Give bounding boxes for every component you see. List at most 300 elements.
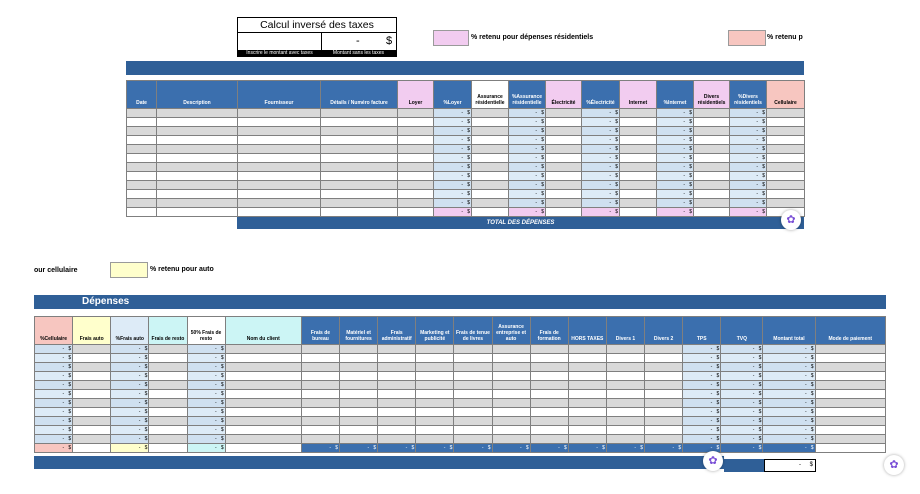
table-cell[interactable] bbox=[73, 381, 111, 390]
table-cell[interactable] bbox=[620, 181, 657, 190]
table-cell[interactable]: - $ bbox=[683, 390, 721, 399]
table-cell[interactable] bbox=[568, 363, 606, 372]
table-cell[interactable] bbox=[767, 190, 805, 199]
table-cell[interactable]: - $ bbox=[730, 208, 767, 217]
table-cell[interactable]: - $ bbox=[582, 145, 620, 154]
table-cell[interactable]: - $ bbox=[509, 181, 546, 190]
table-cell[interactable] bbox=[472, 190, 509, 199]
table-cell[interactable] bbox=[301, 381, 339, 390]
table-cell[interactable] bbox=[568, 399, 606, 408]
table-cell[interactable]: - $ bbox=[35, 399, 73, 408]
table-cell[interactable]: - $ bbox=[111, 444, 149, 453]
table-cell[interactable] bbox=[815, 381, 885, 390]
table-cell[interactable] bbox=[620, 190, 657, 199]
table-cell[interactable] bbox=[321, 109, 398, 118]
table-cell[interactable]: - $ bbox=[721, 390, 763, 399]
table-cell[interactable]: - $ bbox=[730, 118, 767, 127]
table-cell[interactable]: - $ bbox=[721, 435, 763, 444]
table-cell[interactable]: - $ bbox=[187, 444, 225, 453]
table-cell[interactable] bbox=[620, 109, 657, 118]
table-cell[interactable]: - $ bbox=[657, 154, 694, 163]
table-cell[interactable] bbox=[321, 127, 398, 136]
table-cell[interactable] bbox=[815, 426, 885, 435]
table-cell[interactable] bbox=[238, 208, 321, 217]
table-cell[interactable] bbox=[694, 118, 730, 127]
table-cell[interactable] bbox=[238, 154, 321, 163]
table-cell[interactable] bbox=[238, 181, 321, 190]
table-cell[interactable] bbox=[398, 136, 434, 145]
table-cell[interactable]: - $ bbox=[582, 181, 620, 190]
table-cell[interactable]: - $ bbox=[35, 390, 73, 399]
table-cell[interactable] bbox=[340, 345, 378, 354]
table-cell[interactable]: - $ bbox=[683, 426, 721, 435]
table-cell[interactable] bbox=[127, 199, 157, 208]
table-cell[interactable]: - $ bbox=[721, 354, 763, 363]
table-cell[interactable] bbox=[492, 363, 530, 372]
table-cell[interactable] bbox=[645, 399, 683, 408]
table-cell[interactable]: - $ bbox=[187, 354, 225, 363]
table-cell[interactable]: - $ bbox=[683, 363, 721, 372]
table-cell[interactable]: - $ bbox=[434, 199, 472, 208]
table-cell[interactable] bbox=[472, 181, 509, 190]
table-cell[interactable] bbox=[301, 372, 339, 381]
table-cell[interactable] bbox=[472, 154, 509, 163]
table-cell[interactable] bbox=[546, 118, 582, 127]
table-cell[interactable] bbox=[546, 208, 582, 217]
table-cell[interactable] bbox=[321, 181, 398, 190]
table-cell[interactable]: - $ bbox=[657, 145, 694, 154]
table-cell[interactable] bbox=[694, 208, 730, 217]
table-cell[interactable]: - $ bbox=[730, 199, 767, 208]
table-cell[interactable] bbox=[340, 372, 378, 381]
table-cell[interactable] bbox=[73, 390, 111, 399]
table-cell[interactable]: - $ bbox=[683, 399, 721, 408]
table-cell[interactable]: - $ bbox=[111, 354, 149, 363]
table-cell[interactable] bbox=[645, 417, 683, 426]
table-cell[interactable] bbox=[454, 417, 492, 426]
table-cell[interactable] bbox=[568, 426, 606, 435]
table-cell[interactable]: - $ bbox=[763, 345, 815, 354]
table-cell[interactable] bbox=[568, 390, 606, 399]
table-cell[interactable] bbox=[568, 354, 606, 363]
table-cell[interactable]: - $ bbox=[582, 109, 620, 118]
table-cell[interactable] bbox=[73, 417, 111, 426]
table-cell[interactable]: - $ bbox=[721, 417, 763, 426]
table-cell[interactable] bbox=[378, 363, 416, 372]
table-cell[interactable] bbox=[340, 363, 378, 372]
table-cell[interactable] bbox=[694, 145, 730, 154]
table-cell[interactable] bbox=[546, 163, 582, 172]
table-cell[interactable] bbox=[157, 145, 238, 154]
table-cell[interactable]: - $ bbox=[187, 435, 225, 444]
table-cell[interactable] bbox=[694, 136, 730, 145]
table-cell[interactable] bbox=[546, 154, 582, 163]
table-cell[interactable]: - $ bbox=[657, 136, 694, 145]
table-cell[interactable] bbox=[301, 417, 339, 426]
table-cell[interactable]: - $ bbox=[763, 363, 815, 372]
table-cell[interactable] bbox=[815, 363, 885, 372]
table-cell[interactable] bbox=[340, 390, 378, 399]
table-cell[interactable] bbox=[546, 127, 582, 136]
table-cell[interactable] bbox=[492, 372, 530, 381]
table-cell[interactable] bbox=[398, 181, 434, 190]
table-cell[interactable] bbox=[225, 381, 301, 390]
table-cell[interactable]: - $ bbox=[763, 372, 815, 381]
table-cell[interactable]: - $ bbox=[645, 444, 683, 453]
table-cell[interactable]: - $ bbox=[509, 118, 546, 127]
table-cell[interactable] bbox=[157, 172, 238, 181]
table-cell[interactable] bbox=[530, 435, 568, 444]
table-cell[interactable] bbox=[568, 408, 606, 417]
cell-percent-input[interactable] bbox=[728, 30, 766, 46]
table-cell[interactable]: - $ bbox=[509, 199, 546, 208]
table-cell[interactable]: - $ bbox=[582, 163, 620, 172]
table-cell[interactable] bbox=[530, 345, 568, 354]
table-cell[interactable] bbox=[454, 426, 492, 435]
table-cell[interactable]: - $ bbox=[683, 417, 721, 426]
table-cell[interactable] bbox=[398, 154, 434, 163]
table-cell[interactable] bbox=[815, 417, 885, 426]
table-cell[interactable]: - $ bbox=[657, 118, 694, 127]
table-cell[interactable]: - $ bbox=[187, 363, 225, 372]
table-cell[interactable]: - $ bbox=[509, 109, 546, 118]
table-cell[interactable] bbox=[815, 435, 885, 444]
table-cell[interactable]: - $ bbox=[509, 163, 546, 172]
table-cell[interactable] bbox=[767, 163, 805, 172]
table-cell[interactable]: - $ bbox=[187, 381, 225, 390]
table-cell[interactable] bbox=[694, 172, 730, 181]
table-cell[interactable]: - $ bbox=[434, 127, 472, 136]
table-cell[interactable] bbox=[454, 354, 492, 363]
table-cell[interactable]: - $ bbox=[657, 199, 694, 208]
copilot-icon[interactable]: ✿ bbox=[703, 451, 723, 471]
table-cell[interactable]: - $ bbox=[721, 381, 763, 390]
table-cell[interactable] bbox=[378, 417, 416, 426]
table-cell[interactable] bbox=[127, 127, 157, 136]
table-cell[interactable]: - $ bbox=[657, 181, 694, 190]
table-cell[interactable] bbox=[238, 118, 321, 127]
table-cell[interactable] bbox=[454, 408, 492, 417]
table-cell[interactable] bbox=[546, 199, 582, 208]
table-cell[interactable] bbox=[694, 163, 730, 172]
table-cell[interactable] bbox=[149, 381, 187, 390]
table-cell[interactable] bbox=[127, 181, 157, 190]
table-cell[interactable] bbox=[157, 118, 238, 127]
table-cell[interactable] bbox=[767, 172, 805, 181]
table-cell[interactable]: - $ bbox=[730, 109, 767, 118]
table-cell[interactable]: - $ bbox=[111, 345, 149, 354]
table-cell[interactable] bbox=[620, 136, 657, 145]
table-cell[interactable]: - $ bbox=[763, 381, 815, 390]
table-cell[interactable] bbox=[606, 354, 644, 363]
table-cell[interactable] bbox=[225, 444, 301, 453]
table-cell[interactable] bbox=[225, 399, 301, 408]
table-cell[interactable] bbox=[767, 154, 805, 163]
table-cell[interactable] bbox=[645, 372, 683, 381]
table-cell[interactable] bbox=[127, 172, 157, 181]
table-cell[interactable]: - $ bbox=[492, 444, 530, 453]
table-cell[interactable]: - $ bbox=[434, 172, 472, 181]
table-cell[interactable] bbox=[416, 408, 454, 417]
table-cell[interactable] bbox=[454, 345, 492, 354]
table-cell[interactable] bbox=[127, 208, 157, 217]
table-cell[interactable]: - $ bbox=[721, 372, 763, 381]
table-cell[interactable]: - $ bbox=[35, 345, 73, 354]
table-cell[interactable] bbox=[530, 390, 568, 399]
table-cell[interactable] bbox=[620, 127, 657, 136]
table-cell[interactable] bbox=[378, 354, 416, 363]
table-cell[interactable]: - $ bbox=[582, 136, 620, 145]
table-cell[interactable]: - $ bbox=[434, 145, 472, 154]
table-cell[interactable] bbox=[149, 435, 187, 444]
table-cell[interactable] bbox=[157, 127, 238, 136]
table-cell[interactable]: - $ bbox=[35, 354, 73, 363]
table-cell[interactable]: - $ bbox=[657, 190, 694, 199]
table-cell[interactable] bbox=[568, 345, 606, 354]
table-cell[interactable] bbox=[645, 354, 683, 363]
table-cell[interactable] bbox=[454, 390, 492, 399]
table-cell[interactable]: - $ bbox=[721, 408, 763, 417]
table-cell[interactable]: - $ bbox=[582, 118, 620, 127]
table-cell[interactable] bbox=[340, 417, 378, 426]
table-cell[interactable] bbox=[301, 363, 339, 372]
table-cell[interactable] bbox=[645, 408, 683, 417]
table-cell[interactable] bbox=[149, 390, 187, 399]
table-cell[interactable]: - $ bbox=[111, 390, 149, 399]
table-cell[interactable]: - $ bbox=[509, 208, 546, 217]
table-cell[interactable]: - $ bbox=[509, 136, 546, 145]
table-cell[interactable] bbox=[225, 417, 301, 426]
table-cell[interactable] bbox=[340, 426, 378, 435]
table-cell[interactable] bbox=[492, 426, 530, 435]
table-cell[interactable]: - $ bbox=[111, 372, 149, 381]
table-cell[interactable] bbox=[767, 199, 805, 208]
table-cell[interactable]: - $ bbox=[434, 154, 472, 163]
table-cell[interactable]: - $ bbox=[568, 444, 606, 453]
table-cell[interactable] bbox=[492, 417, 530, 426]
table-cell[interactable]: - $ bbox=[657, 172, 694, 181]
table-cell[interactable]: - $ bbox=[340, 444, 378, 453]
table-cell[interactable] bbox=[815, 354, 885, 363]
table-cell[interactable]: - $ bbox=[111, 381, 149, 390]
table-cell[interactable] bbox=[301, 345, 339, 354]
table-cell[interactable] bbox=[454, 399, 492, 408]
table-cell[interactable] bbox=[321, 172, 398, 181]
table-cell[interactable] bbox=[157, 199, 238, 208]
table-cell[interactable]: - $ bbox=[509, 127, 546, 136]
table-cell[interactable] bbox=[472, 163, 509, 172]
table-cell[interactable] bbox=[73, 435, 111, 444]
table-cell[interactable] bbox=[472, 145, 509, 154]
table-cell[interactable] bbox=[378, 390, 416, 399]
table-cell[interactable]: - $ bbox=[35, 435, 73, 444]
table-cell[interactable] bbox=[301, 390, 339, 399]
table-cell[interactable] bbox=[645, 345, 683, 354]
table-cell[interactable] bbox=[398, 118, 434, 127]
table-cell[interactable] bbox=[157, 208, 238, 217]
table-cell[interactable] bbox=[301, 354, 339, 363]
table-cell[interactable]: - $ bbox=[730, 127, 767, 136]
table-cell[interactable] bbox=[620, 172, 657, 181]
table-cell[interactable] bbox=[606, 363, 644, 372]
table-cell[interactable] bbox=[767, 127, 805, 136]
auto-percent-input[interactable] bbox=[110, 262, 148, 278]
table-cell[interactable]: - $ bbox=[683, 381, 721, 390]
table-cell[interactable] bbox=[546, 136, 582, 145]
table-cell[interactable]: - $ bbox=[187, 372, 225, 381]
table-cell[interactable]: - $ bbox=[730, 181, 767, 190]
table-cell[interactable] bbox=[530, 417, 568, 426]
table-cell[interactable] bbox=[149, 417, 187, 426]
table-cell[interactable]: - $ bbox=[657, 127, 694, 136]
table-cell[interactable]: - $ bbox=[111, 426, 149, 435]
table-cell[interactable] bbox=[606, 345, 644, 354]
table-cell[interactable] bbox=[398, 199, 434, 208]
table-cell[interactable] bbox=[815, 345, 885, 354]
table-cell[interactable] bbox=[238, 199, 321, 208]
table-cell[interactable] bbox=[815, 408, 885, 417]
table-cell[interactable] bbox=[472, 118, 509, 127]
table-cell[interactable] bbox=[606, 390, 644, 399]
table-cell[interactable] bbox=[472, 109, 509, 118]
table-cell[interactable] bbox=[238, 145, 321, 154]
table-cell[interactable] bbox=[815, 399, 885, 408]
table-cell[interactable] bbox=[225, 426, 301, 435]
table-cell[interactable]: - $ bbox=[763, 435, 815, 444]
table-cell[interactable] bbox=[301, 426, 339, 435]
table-cell[interactable] bbox=[546, 109, 582, 118]
table-cell[interactable] bbox=[620, 199, 657, 208]
table-cell[interactable] bbox=[157, 136, 238, 145]
table-cell[interactable] bbox=[398, 190, 434, 199]
table-cell[interactable]: - $ bbox=[111, 363, 149, 372]
table-cell[interactable] bbox=[301, 399, 339, 408]
table-cell[interactable] bbox=[530, 363, 568, 372]
table-cell[interactable] bbox=[398, 163, 434, 172]
table-cell[interactable] bbox=[815, 444, 885, 453]
table-cell[interactable] bbox=[127, 136, 157, 145]
table-cell[interactable]: - $ bbox=[582, 154, 620, 163]
table-cell[interactable]: - $ bbox=[35, 372, 73, 381]
table-cell[interactable] bbox=[492, 345, 530, 354]
table-cell[interactable]: - $ bbox=[434, 118, 472, 127]
table-cell[interactable] bbox=[645, 426, 683, 435]
table-cell[interactable] bbox=[238, 163, 321, 172]
table-cell[interactable]: - $ bbox=[721, 345, 763, 354]
table-cell[interactable]: - $ bbox=[721, 426, 763, 435]
table-cell[interactable] bbox=[472, 127, 509, 136]
table-cell[interactable]: - $ bbox=[763, 417, 815, 426]
table-cell[interactable] bbox=[321, 199, 398, 208]
table-cell[interactable] bbox=[340, 381, 378, 390]
table-cell[interactable]: - $ bbox=[730, 145, 767, 154]
table-cell[interactable] bbox=[568, 381, 606, 390]
table-cell[interactable]: - $ bbox=[763, 408, 815, 417]
table-cell[interactable] bbox=[606, 372, 644, 381]
table-cell[interactable]: - $ bbox=[301, 444, 339, 453]
table-cell[interactable]: - $ bbox=[683, 372, 721, 381]
table-cell[interactable] bbox=[620, 208, 657, 217]
table-cell[interactable]: - $ bbox=[35, 444, 73, 453]
table-cell[interactable] bbox=[492, 390, 530, 399]
table-cell[interactable] bbox=[398, 145, 434, 154]
table-cell[interactable] bbox=[530, 399, 568, 408]
table-cell[interactable] bbox=[416, 372, 454, 381]
copilot-icon[interactable]: ✿ bbox=[884, 455, 904, 475]
table-cell[interactable] bbox=[620, 154, 657, 163]
table-cell[interactable] bbox=[416, 435, 454, 444]
table-cell[interactable]: - $ bbox=[683, 354, 721, 363]
table-cell[interactable]: - $ bbox=[763, 426, 815, 435]
table-cell[interactable]: - $ bbox=[721, 444, 763, 453]
table-cell[interactable]: - $ bbox=[763, 390, 815, 399]
table-cell[interactable] bbox=[546, 145, 582, 154]
table-cell[interactable]: - $ bbox=[111, 435, 149, 444]
table-cell[interactable] bbox=[416, 390, 454, 399]
table-cell[interactable]: - $ bbox=[187, 390, 225, 399]
table-cell[interactable]: - $ bbox=[35, 363, 73, 372]
table-cell[interactable] bbox=[416, 381, 454, 390]
table-cell[interactable] bbox=[492, 435, 530, 444]
table-cell[interactable]: - $ bbox=[434, 190, 472, 199]
table-cell[interactable] bbox=[620, 163, 657, 172]
copilot-icon[interactable]: ✿ bbox=[781, 210, 801, 230]
table-cell[interactable]: - $ bbox=[509, 154, 546, 163]
table-cell[interactable] bbox=[694, 154, 730, 163]
table-cell[interactable] bbox=[815, 390, 885, 399]
table-cell[interactable] bbox=[530, 381, 568, 390]
table-cell[interactable] bbox=[149, 363, 187, 372]
table-cell[interactable] bbox=[149, 408, 187, 417]
table-cell[interactable] bbox=[606, 426, 644, 435]
table-cell[interactable]: - $ bbox=[187, 345, 225, 354]
table-cell[interactable] bbox=[157, 190, 238, 199]
table-cell[interactable]: - $ bbox=[509, 145, 546, 154]
table-cell[interactable]: - $ bbox=[111, 408, 149, 417]
table-cell[interactable] bbox=[378, 399, 416, 408]
table-cell[interactable]: - $ bbox=[454, 444, 492, 453]
table-cell[interactable] bbox=[378, 435, 416, 444]
table-cell[interactable] bbox=[127, 163, 157, 172]
table-cell[interactable] bbox=[694, 199, 730, 208]
table-cell[interactable]: - $ bbox=[730, 190, 767, 199]
table-cell[interactable] bbox=[416, 354, 454, 363]
table-cell[interactable]: - $ bbox=[509, 172, 546, 181]
table-cell[interactable]: - $ bbox=[111, 417, 149, 426]
table-cell[interactable]: - $ bbox=[187, 408, 225, 417]
table-cell[interactable] bbox=[340, 399, 378, 408]
table-cell[interactable] bbox=[321, 145, 398, 154]
table-cell[interactable] bbox=[767, 181, 805, 190]
table-cell[interactable] bbox=[301, 408, 339, 417]
table-cell[interactable]: - $ bbox=[730, 136, 767, 145]
table-cell[interactable] bbox=[645, 363, 683, 372]
table-cell[interactable] bbox=[767, 118, 805, 127]
table-cell[interactable] bbox=[416, 363, 454, 372]
table-cell[interactable] bbox=[321, 154, 398, 163]
table-cell[interactable]: - $ bbox=[378, 444, 416, 453]
table-cell[interactable] bbox=[530, 372, 568, 381]
table-cell[interactable] bbox=[340, 435, 378, 444]
table-cell[interactable]: - $ bbox=[683, 345, 721, 354]
table-cell[interactable] bbox=[73, 372, 111, 381]
residential-percent-input[interactable] bbox=[433, 30, 469, 46]
table-cell[interactable] bbox=[225, 408, 301, 417]
table-cell[interactable]: - $ bbox=[683, 408, 721, 417]
table-cell[interactable]: - $ bbox=[683, 435, 721, 444]
table-cell[interactable]: - $ bbox=[582, 127, 620, 136]
table-cell[interactable] bbox=[225, 363, 301, 372]
